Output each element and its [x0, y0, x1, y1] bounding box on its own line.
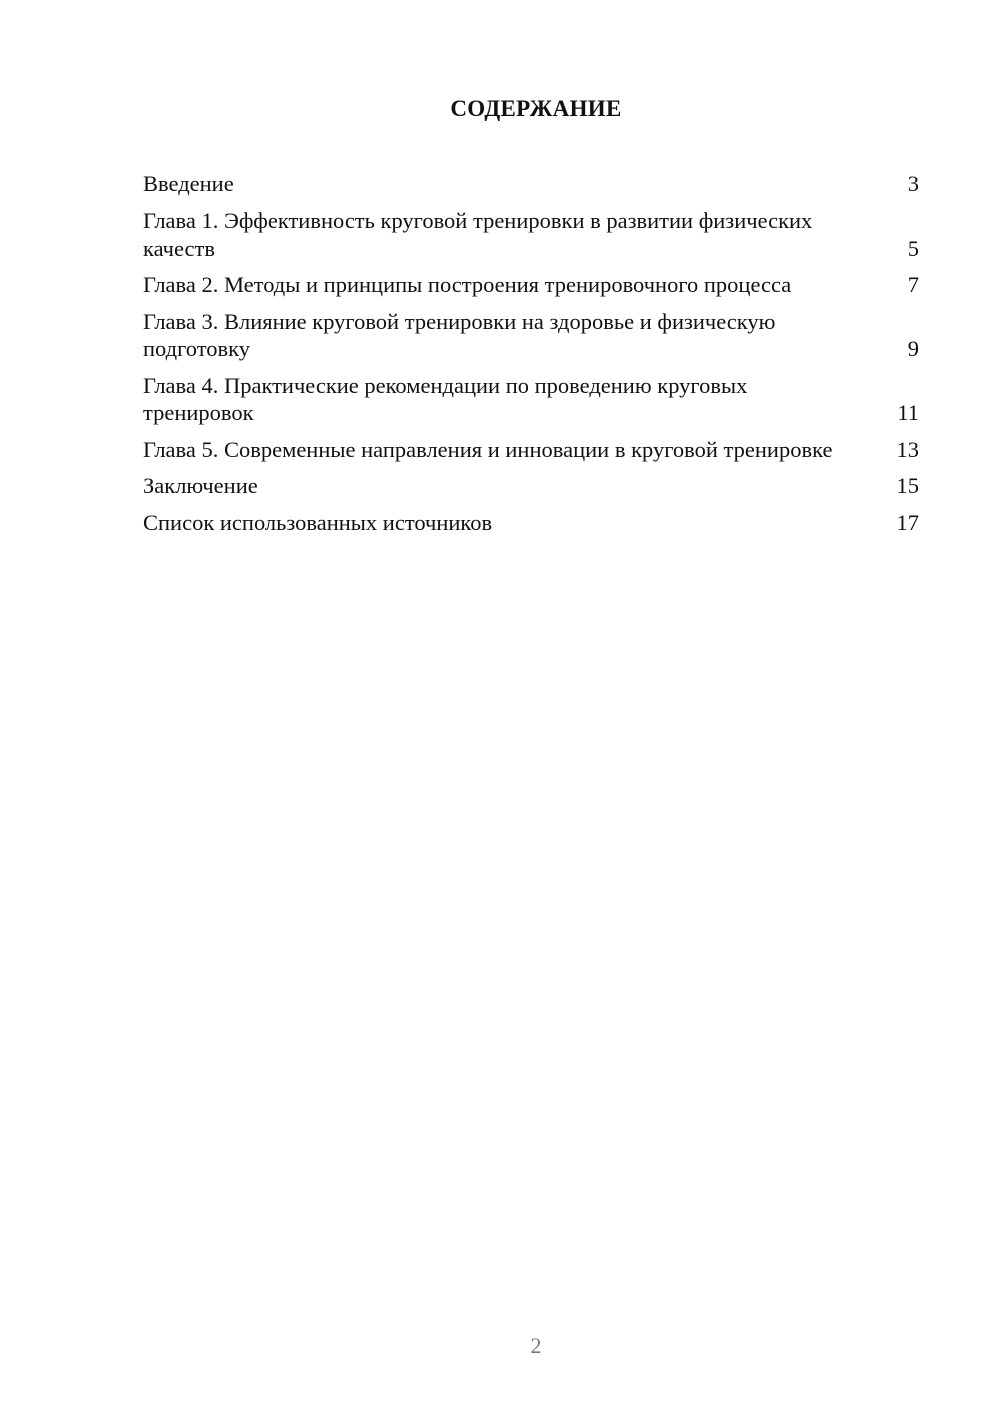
toc-entry-page: 5	[907, 235, 919, 261]
toc-entry-label: Глава 4. Практические рекомендации по проведению круговых тренировок	[143, 372, 748, 425]
toc-entry-label: Глава 1. Эффективность круговой тренировки в развитии физических качеств	[143, 208, 813, 261]
toc-entry-chapter-1	[143, 207, 919, 262]
toc-entry-label: Глава 3. Влияние круговой тренировки на здоровье и физическую подготовку	[143, 308, 776, 361]
toc-entry-conclusion	[143, 472, 919, 500]
toc-entry-label: Введение	[143, 171, 234, 196]
table-of-contents	[143, 170, 919, 546]
toc-entry-chapter-5	[143, 436, 919, 464]
toc-title: СОДЕРЖАНИЕ	[450, 96, 622, 121]
toc-entry-references	[143, 509, 919, 537]
toc-entry-label: Глава 5. Современные направления и инновации в круговой тренировке	[143, 436, 833, 462]
toc-entry-introduction	[143, 170, 919, 198]
toc-entry-page: 17	[896, 510, 919, 535]
toc-entry-page: 7	[907, 272, 919, 297]
toc-entry-label: Глава 2. Методы и принципы построения тренировочного процесса	[143, 272, 792, 297]
toc-entry-page: 9	[907, 336, 919, 361]
toc-entry-label: Список использованных источников	[143, 510, 493, 535]
toc-entry-chapter-3	[143, 308, 919, 363]
toc-entry-label: Заключение	[143, 473, 258, 498]
toc-entry-chapter-2	[143, 271, 919, 299]
toc-entry-page: 13	[896, 436, 919, 462]
toc-entry-page: 11	[897, 400, 919, 425]
page-number: 2	[530, 1333, 542, 1358]
toc-entry-page: 15	[896, 473, 919, 498]
toc-entry-chapter-4	[143, 372, 919, 427]
toc-entry-page: 3	[907, 171, 919, 196]
